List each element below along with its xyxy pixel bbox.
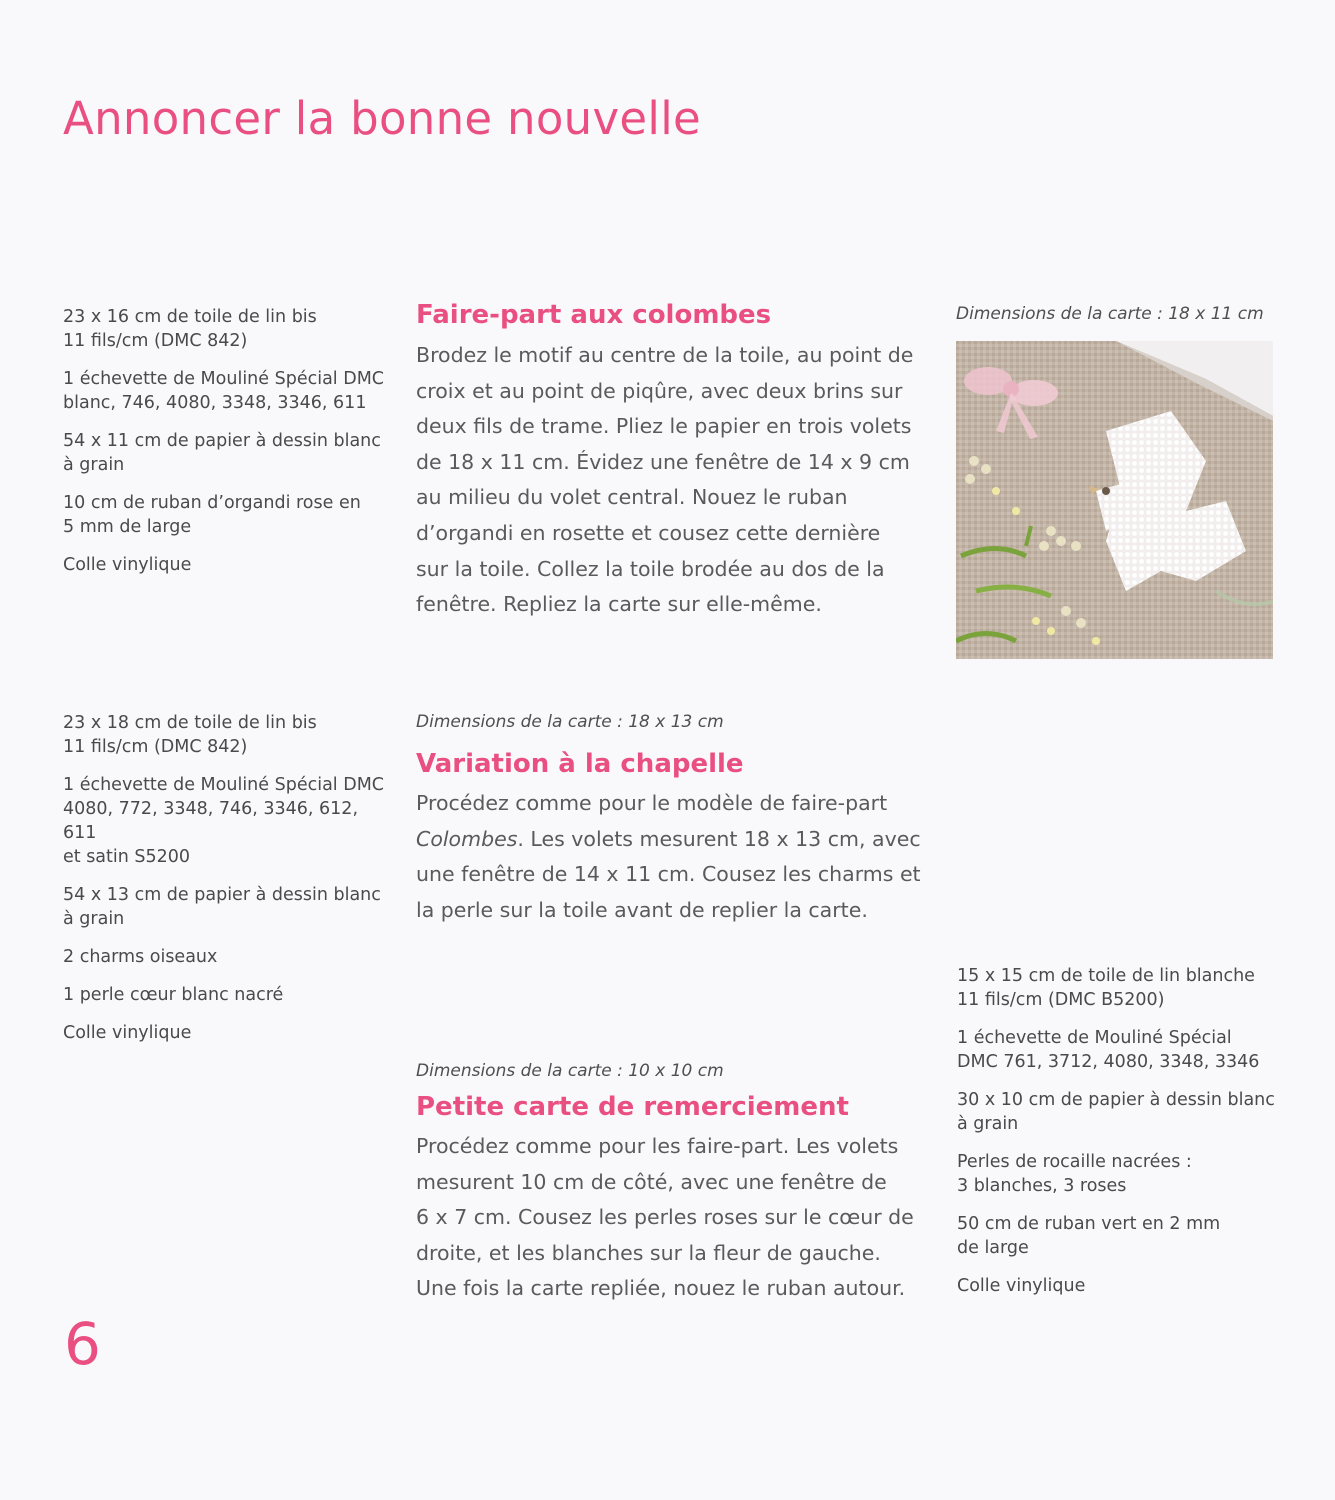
material-item: 30 x 10 cm de papier à dessin blanc à grain — [957, 1090, 1275, 1134]
material-item: 1 échevette de Mouliné Spécial DMC 4080, 772, 3348, 746, 3346, 612, 611 et satin S5200 — [63, 775, 385, 867]
section-title-remerciement: Petite carte de remerciement — [416, 1092, 849, 1122]
dimensions-remerciement: Dimensions de la carte : 10 x 10 cm — [416, 1061, 724, 1081]
material-item: 1 échevette de Mouliné Spécial DMC 761, 3712, 4080, 3348, 3346 — [957, 1028, 1260, 1072]
dimensions-chapelle: Dimensions de la carte : 18 x 13 cm — [416, 712, 724, 732]
material-item: Perles de rocaille nacrées : 3 blanches, 3 roses — [957, 1152, 1192, 1196]
material-item: 10 cm de ruban d’organdi rose en 5 mm de large — [63, 493, 361, 537]
material-item: 23 x 18 cm de toile de lin bis 11 fils/cm (DMC 842) — [63, 713, 317, 757]
material-item: 15 x 15 cm de toile de lin blanche 11 fils/cm (DMC B5200) — [957, 966, 1255, 1010]
material-item: 54 x 11 cm de papier à dessin blanc à grain — [63, 431, 381, 475]
material-item: Colle vinylique — [957, 1276, 1086, 1296]
section-title-chapelle: Variation à la chapelle — [416, 749, 744, 779]
dimensions-colombes: Dimensions de la carte : 18 x 11 cm — [956, 304, 1264, 324]
material-item: 54 x 13 cm de papier à dessin blanc à grain — [63, 885, 381, 929]
section-title-colombes: Faire-part aux colombes — [416, 300, 772, 330]
material-item: 1 perle cœur blanc nacré — [63, 985, 284, 1005]
material-item: 1 échevette de Mouliné Spécial DMC blanc, 746, 4080, 3348, 3346, 611 — [63, 369, 385, 413]
instructions-remerciement: Procédez comme pour les faire-part. Les volets mesurent 10 cm de côté, avec une fenêtre de 6 x 7 cm. Cousez les perles roses sur le cœur de droite, et les blanches sur la fleur de gauche. Une fois la carte repliée, nouez le ruban autour. — [416, 1134, 914, 1301]
material-item: Colle vinylique — [63, 555, 192, 575]
material-item: 2 charms oiseaux — [63, 947, 218, 967]
material-item: 23 x 16 cm de toile de lin bis 11 fils/cm (DMC 842) — [63, 307, 317, 351]
material-item: Colle vinylique — [63, 1023, 192, 1043]
instructions-chapelle: Procédez comme pour le modèle de faire-part Colombes. Les volets mesurent 18 x 13 cm, avec une fenêtre de 14 x 11 cm. Cousez les charms et la perle sur la toile avant de replier la carte. — [416, 791, 921, 922]
page-number: 6 — [64, 1310, 101, 1378]
instructions-colombes: Brodez le motif au centre de la toile, au point de croix et au point de piqûre, avec deux brins sur deux fils de trame. Pliez le papier en trois volets de 18 x 11 cm. Évidez une fenêtre de 14 x 9 cm au milieu du volet central. Nouez le ruban d’organdi en rosette et cousez cette dernière sur la toile. Collez la toile brodée au dos de la fenêtre. Repliez la carte sur elle-même. — [416, 343, 914, 617]
materials-list-remerciement — [957, 964, 1287, 1312]
material-item: 50 cm de ruban vert en 2 mm de large — [957, 1214, 1221, 1258]
embroidery-photo — [956, 341, 1273, 659]
page-title: Annoncer la bonne nouvelle — [63, 92, 701, 146]
materials-list-colombes — [63, 305, 393, 591]
materials-list-chapelle — [63, 711, 393, 1059]
